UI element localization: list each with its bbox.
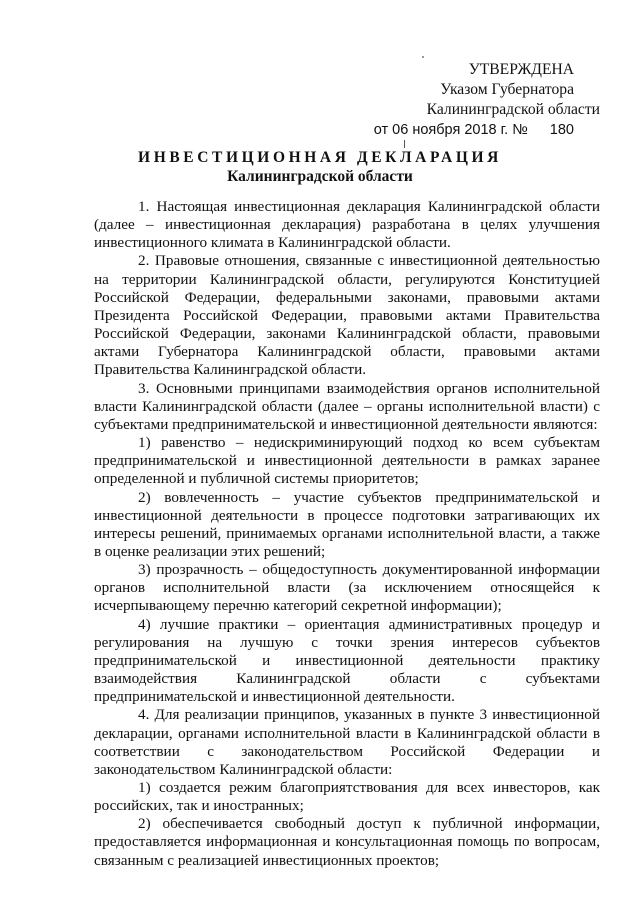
paragraph-4: 4. Для реализации принципов, указанных в пункте 3 инвестиционной декларации, органами исполнительной власти в Калининградской области в соответствии с законодательством Российской Федерации и законодательством Калининградской области:: [94, 706, 600, 778]
approval-heading: УТВЕРЖДЕНА: [468, 61, 574, 78]
paragraph-4-item-1: 1) создается режим благоприятствования для всех инвесторов, как российских, так и иностранных;: [94, 779, 600, 815]
paragraph-2: 2. Правовые отношения, связанные с инвестиционной деятельностью на территории Калининградской области, регулируются Конституцией Российской Федерации, федеральными законами, правовыми актами Президента Российской Федерации, правовыми актами Правительства Российской Федерации, законами Калининградской области, правовыми актами Губернатора Калининградской области, правовыми актами Правительства Калининградской области.: [94, 252, 600, 379]
paragraph-3: 3. Основными принципами взаимодействия органов исполнительной власти Калининградской области (далее – органы исполнительной власти) с субъектами предпринимательской и инвестиционной деятельности являются:: [94, 379, 600, 433]
paragraph-3-item-1: 1) равенство – недискриминирующий подход ко всем субъектам предпринимательской и инвестиционной деятельности в рамках заранее определенной и публичной системы приоритетов;: [94, 434, 600, 488]
paragraph-1: 1. Настоящая инвестиционная декларация Калининградской области (далее – инвестиционная декларация) разработана в целях улучшения инвестиционного климата в Калининградской области.: [94, 198, 600, 252]
approval-region: Калининградской области: [426, 101, 600, 118]
approval-date-prefix: от: [373, 122, 389, 138]
paragraph-3-item-3: 3) прозрачность – общедоступность документированной информации органов исполнительной власти (за исключением относящейся к исчерпывающему перечню категорий секретной информации);: [94, 561, 600, 615]
approval-issuer: Указом Губернатора: [440, 81, 574, 98]
scan-speck: [422, 56, 424, 58]
paragraph-4-item-2: 2) обеспечивается свободный доступ к публичной информации, предоставляется информационная и консультационная помощь по вопросам, связанным с реализацией инвестиционных проектов;: [94, 815, 600, 869]
approval-date-line: [374, 120, 574, 140]
scan-mark: [404, 140, 405, 148]
approval-number: 180: [549, 122, 574, 138]
document-title: ИНВЕСТИЦИОННАЯ ДЕКЛАРАЦИЯ: [138, 149, 502, 166]
paragraph-3-item-4: 4) лучшие практики – ориентация административных процедур и регулирования на лучшую с точки зрения интересов субъектов предпринимательской и инвестиционной деятельности практику взаимодействия Калининградской области с субъектами предпринимательской и инвестиционной деятельности.: [94, 615, 600, 706]
approval-date: 06 ноября 2018 г. №: [392, 122, 528, 138]
paragraph-3-item-2: 2) вовлеченность – участие субъектов предпринимательской и инвестиционной деятельности в процессе подготовки затрагивающих их интересы решений, принимаемых органами исполнительной власти, а также в оценке реализации этих решений;: [94, 488, 600, 560]
approval-block: [374, 60, 600, 140]
document-subtitle: Калининградской области: [227, 168, 413, 185]
document-body: [94, 198, 600, 870]
